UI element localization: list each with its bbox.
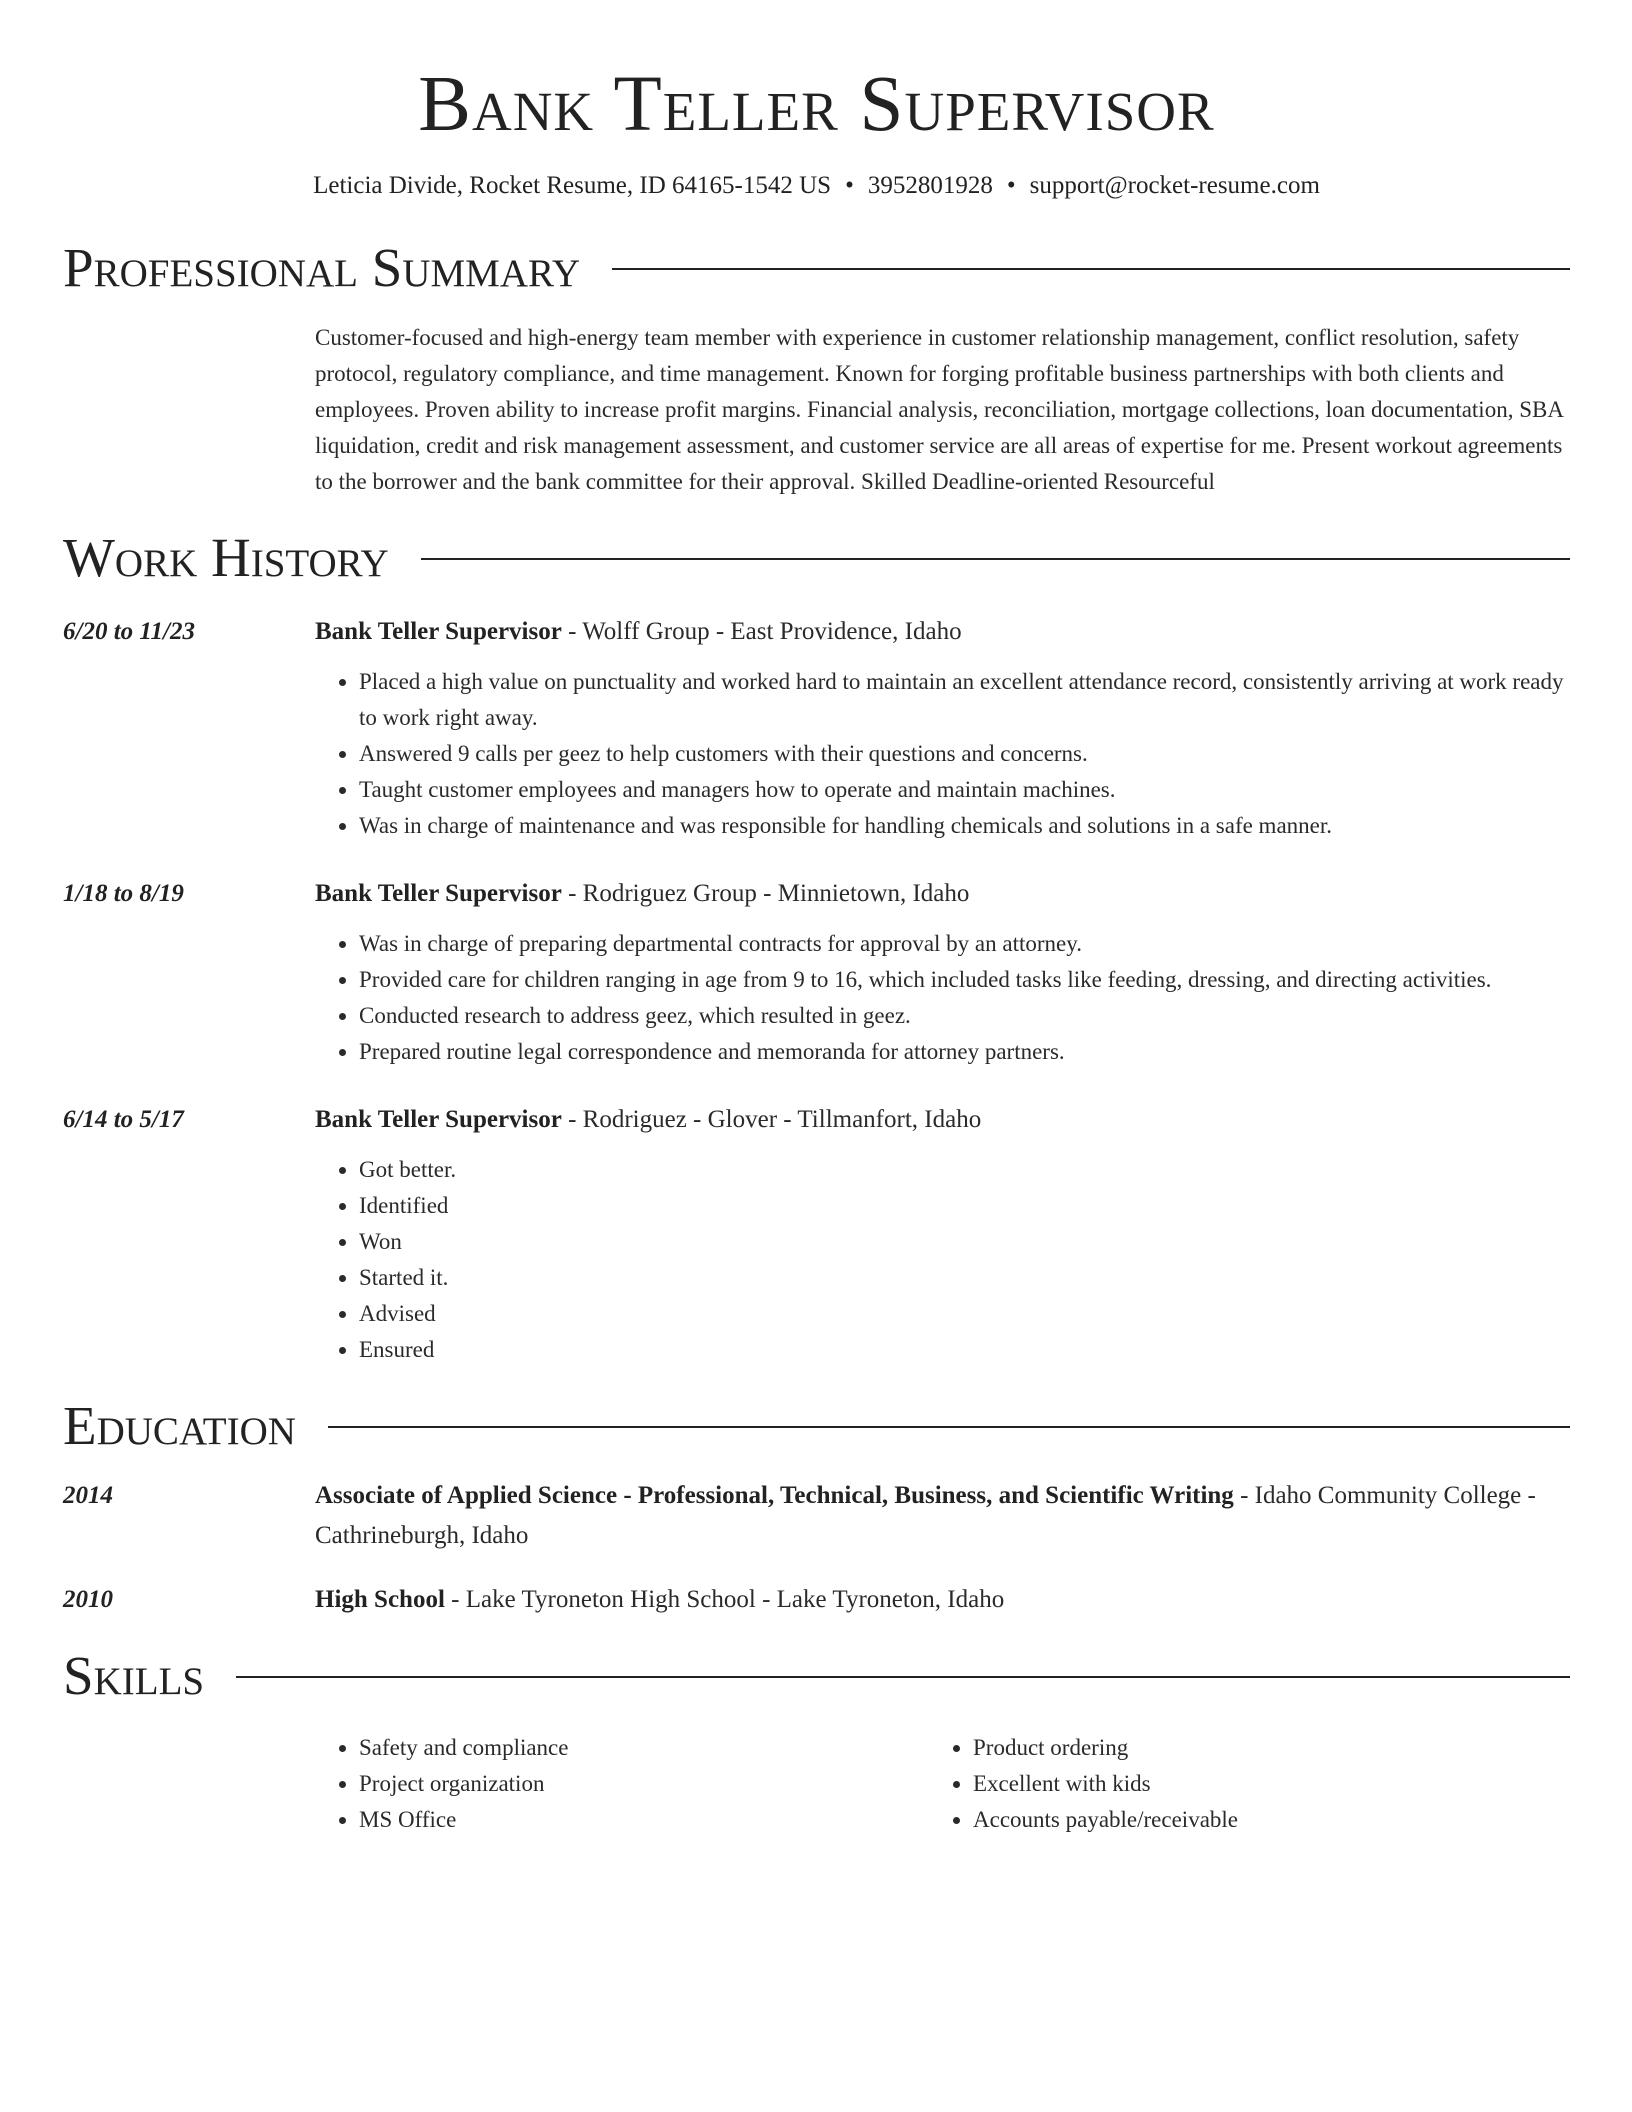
job-entry [63, 612, 1570, 844]
job-title: Bank Teller Supervisor [315, 1106, 562, 1133]
education-degree: Associate of Applied Science - Professional, Technical, Business, and Scientific Writing [315, 1482, 1234, 1509]
resume-page [63, 0, 1570, 1838]
job-bullet: • Won [359, 1224, 1570, 1260]
job-bullets [315, 1152, 1570, 1368]
section-divider [328, 1426, 1570, 1428]
skills-section-heading [63, 1644, 1570, 1708]
contact-separator: • [845, 172, 854, 199]
contact-email: support@rocket-resume.com [1029, 172, 1320, 199]
education-line [315, 1476, 1570, 1556]
education-entry [63, 1580, 1570, 1620]
skill-item: • Product ordering [973, 1730, 1238, 1766]
work-history-heading-text: Work History [63, 527, 389, 588]
contact-address: Leticia Divide, Rocket Resume, ID 64165-1542 US [313, 172, 832, 199]
job-bullets [315, 664, 1570, 844]
skills-column-1 [315, 1730, 929, 1838]
skills-column-2 [929, 1730, 1238, 1838]
section-divider [236, 1676, 1570, 1678]
skill-item: • MS Office [359, 1802, 929, 1838]
job-bullet: • Ensured [359, 1332, 1570, 1368]
skill-item: • Safety and compliance [359, 1730, 929, 1766]
education-details: - Idaho Community College - Cathrineburgh, Idaho [315, 1482, 1536, 1549]
job-body [315, 612, 1570, 844]
skill-item: • Excellent with kids [973, 1766, 1238, 1802]
job-bullet: • Answered 9 calls per geez to help customers with their questions and concerns. [359, 736, 1570, 772]
job-bullet: • Prepared routine legal correspondence and memoranda for attorney partners. [359, 1034, 1570, 1070]
job-title: Bank Teller Supervisor [315, 880, 562, 907]
resume-title: Bank Teller Supervisor [418, 61, 1215, 148]
education-year: 2014 [63, 1482, 113, 1509]
skill-item: • Project organization [359, 1766, 929, 1802]
education-heading-text: Education [63, 1395, 296, 1456]
job-body [315, 874, 1570, 1070]
education-line [315, 1580, 1570, 1620]
summary-heading-text: Professional Summary [63, 237, 581, 298]
contact-phone: 3952801928 [867, 172, 993, 199]
job-bullet: • Conducted research to address geez, which resulted in geez. [359, 998, 1570, 1034]
contact-line [63, 170, 1570, 202]
job-dates: 1/18 to 8/19 [63, 880, 184, 907]
job-bullet: • Was in charge of maintenance and was responsible for handling chemicals and solutions in a safe manner. [359, 808, 1570, 844]
education-entry [63, 1476, 1570, 1556]
job-bullet: • Placed a high value on punctuality and worked hard to maintain an excellent attendance record, consistently arriving at work ready to work right away. [359, 664, 1570, 736]
job-details: - Rodriguez Group - Minnietown, Idaho [561, 880, 970, 907]
job-title: Bank Teller Supervisor [315, 618, 562, 645]
section-divider [421, 558, 1570, 560]
section-divider [612, 268, 1570, 270]
job-entry [63, 874, 1570, 1070]
job-details: - Wolff Group - East Providence, Idaho [561, 618, 962, 645]
job-details: - Rodriguez - Glover - Tillmanfort, Idaho [561, 1106, 982, 1133]
job-role-line [315, 1100, 1570, 1140]
work-history-section-heading [63, 526, 1570, 590]
education-degree: High School [315, 1586, 445, 1613]
job-bullets [315, 926, 1570, 1070]
skills-heading-text: Skills [63, 1645, 205, 1706]
job-bullet: • Advised [359, 1296, 1570, 1332]
contact-separator: • [1006, 172, 1016, 199]
job-dates: 6/14 to 5/17 [63, 1106, 184, 1133]
job-dates: 6/20 to 11/23 [63, 618, 195, 645]
education-year: 2010 [63, 1586, 113, 1613]
job-role-line [315, 612, 1570, 652]
skill-item: • Accounts payable/receivable [973, 1802, 1238, 1838]
education-body [315, 1476, 1570, 1556]
job-bullet: • Got better. [359, 1152, 1570, 1188]
job-bullet: • Provided care for children ranging in age from 9 to 16, which included tasks like feeding, dressing, and directing activities. [359, 962, 1570, 998]
summary-section-heading [63, 236, 1570, 300]
job-bullet: • Was in charge of preparing departmental contracts for approval by an attorney. [359, 926, 1570, 962]
job-role-line [315, 874, 1570, 914]
summary-text: Customer-focused and high-energy team member with experience in customer relationship management, conflict resolution, safety protocol, regulatory compliance, and time management. Known for forging profitable business partnerships with both clients and employees. Proven ability to increase profit margins. Financial analysis, reconciliation, mortgage collections, loan documentation, SBA liquidation, credit and risk management assessment, and customer service are all areas of expertise for me. Present workout agreements to the borrower and the bank committee for their approval. Skilled Deadline-oriented Resourceful [315, 325, 1563, 494]
job-bullet: • Identified [359, 1188, 1570, 1224]
skills-list [315, 1730, 1570, 1838]
education-section-heading [63, 1394, 1570, 1458]
education-body [315, 1580, 1570, 1620]
job-bullet: • Started it. [359, 1260, 1570, 1296]
education-details: - Lake Tyroneton High School - Lake Tyroneton, Idaho [444, 1586, 1005, 1613]
job-body [315, 1100, 1570, 1368]
job-bullet: • Taught customer employees and managers how to operate and maintain machines. [359, 772, 1570, 808]
job-entry [63, 1100, 1570, 1368]
